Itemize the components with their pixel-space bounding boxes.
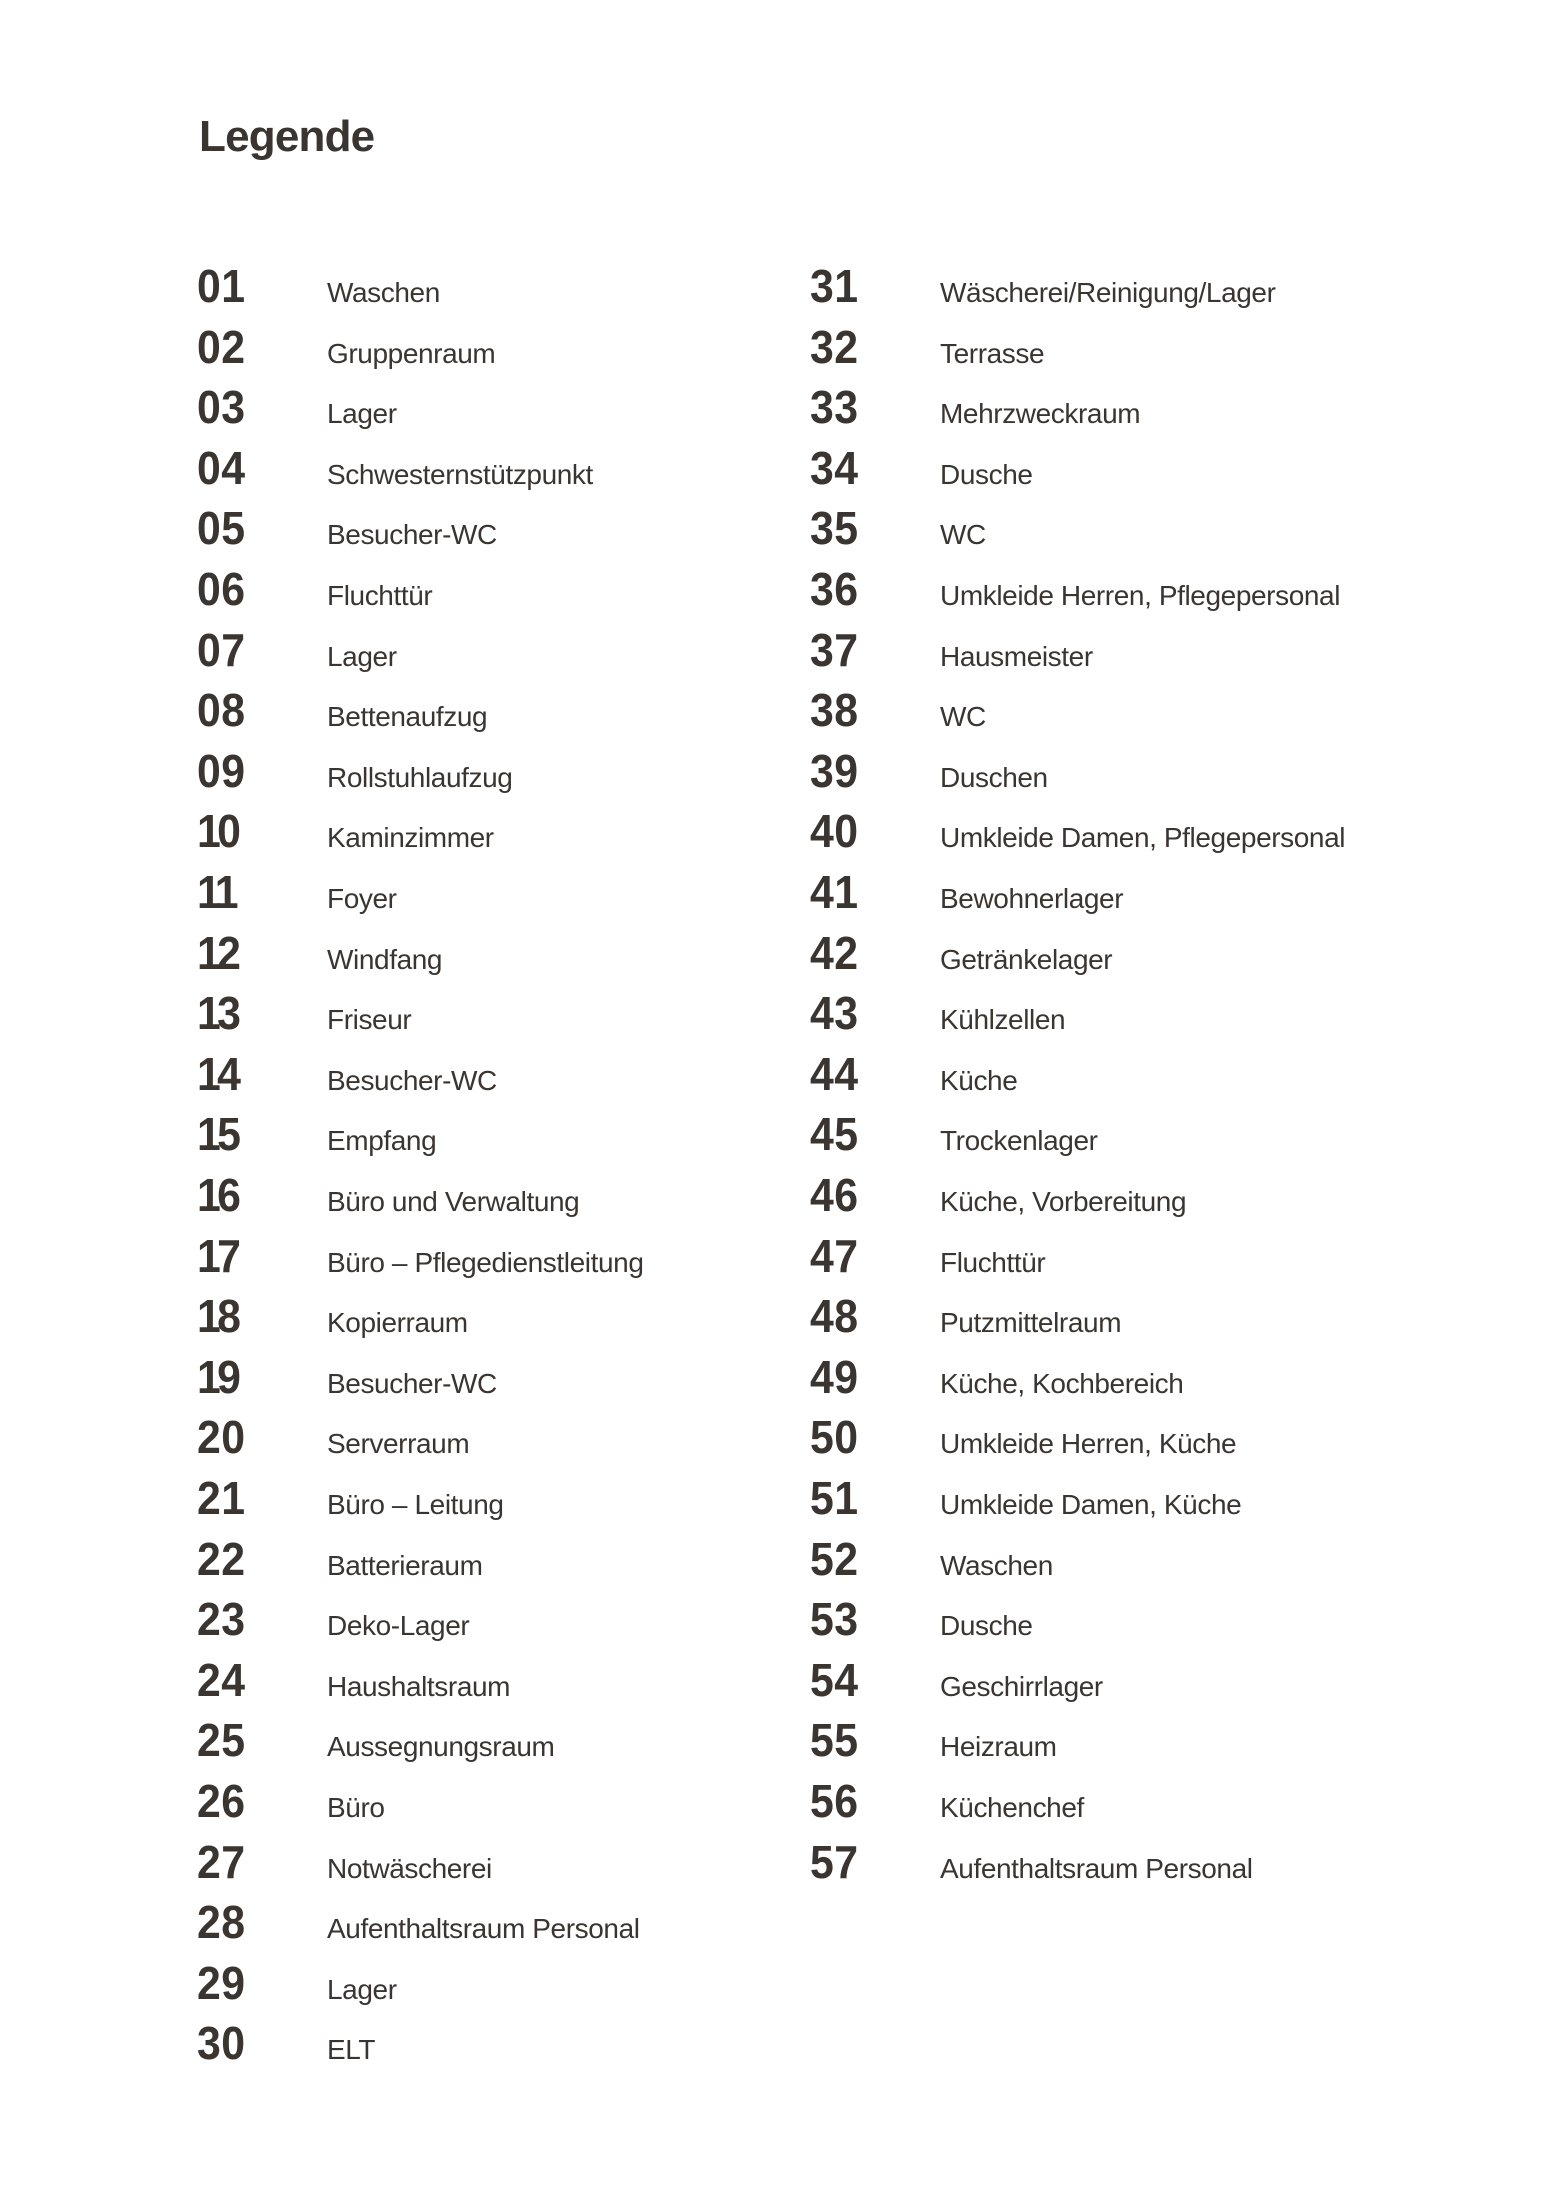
legend-number: 29 xyxy=(197,1956,246,2009)
legend-label: Aussegnungsraum xyxy=(327,1731,555,1763)
legend-number: 54 xyxy=(810,1653,859,1706)
legend-label: Küchenchef xyxy=(940,1792,1084,1823)
legend-number: 57 xyxy=(810,1835,859,1888)
legend-number: 51 xyxy=(810,1472,859,1524)
legend-label: ELT xyxy=(327,2034,376,2066)
legend-number: 17 xyxy=(197,1229,238,1282)
legend-label: Bewohnerlager xyxy=(940,883,1124,914)
legend-label: Büro – Leitung xyxy=(327,1489,504,1520)
legend-item xyxy=(197,2006,897,2070)
legend-number: 45 xyxy=(810,1108,859,1161)
legend-label: Büro – Pflegedienstleitung xyxy=(327,1246,644,1278)
legend-label: Kopierraum xyxy=(327,1307,468,1339)
legend-number: 28 xyxy=(197,1896,246,1949)
legend-label: Lager xyxy=(327,1973,397,2005)
legend-number: 41 xyxy=(810,866,859,918)
legend-label: Friseur xyxy=(327,1004,412,1036)
page-title: Legende xyxy=(199,112,375,161)
legend-number: 24 xyxy=(197,1653,246,1706)
legend-item xyxy=(197,1885,897,1949)
legend-label: Duschen xyxy=(940,761,1048,793)
legend-label: Besucher-WC xyxy=(327,1367,497,1399)
legend-number: 52 xyxy=(810,1532,859,1585)
legend-item xyxy=(197,976,897,1040)
legend-number: 49 xyxy=(810,1350,859,1403)
legend-item xyxy=(197,1643,897,1706)
legend-item xyxy=(810,1037,1510,1100)
legend-item xyxy=(810,1400,1510,1464)
legend-number: 44 xyxy=(810,1047,859,1100)
legend-item xyxy=(197,1037,897,1100)
legend-item xyxy=(810,370,1510,434)
legend-item xyxy=(810,1340,1510,1403)
legend-number: 55 xyxy=(810,1714,859,1767)
legend-item xyxy=(810,310,1510,373)
legend-label: Hausmeister xyxy=(940,640,1093,672)
legend-number: 02 xyxy=(197,320,246,373)
legend-item xyxy=(810,1582,1510,1646)
legend-number: 39 xyxy=(810,744,859,797)
legend-label: Aufenthaltsraum Personal xyxy=(940,1852,1253,1884)
legend-number: 47 xyxy=(810,1229,859,1282)
legend-label: Umkleide Herren, Küche xyxy=(940,1428,1237,1460)
legend-label: Empfang xyxy=(327,1125,437,1157)
legend-item xyxy=(810,1158,1510,1221)
legend-label: Umkleide Damen, Küche xyxy=(940,1489,1242,1520)
legend-label: Umkleide Damen, Pflegepersonal xyxy=(940,822,1346,854)
legend-item xyxy=(197,1461,897,1524)
legend-number: 50 xyxy=(810,1411,859,1464)
legend-label: Wäscherei/Reinigung/Lager xyxy=(940,277,1276,308)
legend-number: 01 xyxy=(197,260,246,312)
legend-label: Deko-Lager xyxy=(327,1610,470,1642)
legend-label: Umkleide Herren, Pflegepersonal xyxy=(940,580,1341,611)
legend-number: 10 xyxy=(197,805,238,858)
legend-item xyxy=(197,1158,897,1221)
legend-label: Batterieraum xyxy=(327,1549,483,1581)
legend-item xyxy=(810,613,1510,676)
legend-number: 06 xyxy=(197,563,246,615)
legend-label: Getränkelager xyxy=(940,943,1113,975)
legend-item xyxy=(197,1825,897,1888)
legend-label: Aufenthaltsraum Personal xyxy=(327,1913,640,1945)
legend-label: Notwäscherei xyxy=(327,1852,492,1884)
legend-number: 33 xyxy=(810,381,859,434)
legend-item xyxy=(810,1097,1510,1161)
legend-label: Küche xyxy=(940,1064,1018,1096)
legend-item xyxy=(810,1461,1510,1524)
legend-label: WC xyxy=(940,701,986,733)
legend-item xyxy=(197,916,897,979)
legend-number: 30 xyxy=(197,2017,246,2070)
legend-item xyxy=(810,1825,1510,1888)
legend-label: Kaminzimmer xyxy=(327,822,494,854)
legend-number: 35 xyxy=(810,502,859,555)
legend-item xyxy=(810,249,1510,312)
legend-label: Besucher-WC xyxy=(327,1064,497,1096)
legend-number: 37 xyxy=(810,623,859,676)
legend-item xyxy=(810,734,1510,797)
legend-number: 09 xyxy=(197,744,246,797)
legend-label: Küche, Vorbereitung xyxy=(940,1186,1187,1217)
legend-item xyxy=(810,794,1510,858)
legend-number: 46 xyxy=(810,1169,859,1221)
legend-label: Besucher-WC xyxy=(327,519,497,551)
legend-number: 27 xyxy=(197,1835,246,1888)
legend-number: 15 xyxy=(197,1108,238,1161)
legend-label: Bettenaufzug xyxy=(327,701,488,733)
legend-label: Lager xyxy=(327,640,397,672)
legend-number: 03 xyxy=(197,381,246,434)
legend-item xyxy=(197,1279,897,1343)
legend-label: Rollstuhlaufzug xyxy=(327,761,513,793)
legend-number: 53 xyxy=(810,1593,859,1646)
legend-item xyxy=(810,673,1510,737)
legend-item xyxy=(810,1522,1510,1585)
legend-item xyxy=(197,1522,897,1585)
legend-item xyxy=(197,1764,897,1827)
legend-item xyxy=(197,370,897,434)
legend-number: 32 xyxy=(810,320,859,373)
legend-label: Büro und Verwaltung xyxy=(327,1186,580,1217)
legend-label: Windfang xyxy=(327,943,443,975)
legend-number: 38 xyxy=(810,684,859,737)
legend-label: Waschen xyxy=(327,277,440,308)
legend-label: Terrasse xyxy=(940,337,1045,369)
legend-label: Heizraum xyxy=(940,1731,1057,1763)
legend-number: 31 xyxy=(810,260,859,312)
legend-number: 14 xyxy=(197,1047,238,1100)
legend-number: 36 xyxy=(810,563,859,615)
legend-item xyxy=(197,310,897,373)
legend-label: Lager xyxy=(327,398,397,430)
legend-item xyxy=(810,491,1510,555)
legend-label: Trockenlager xyxy=(940,1125,1098,1157)
legend-item xyxy=(810,1219,1510,1282)
legend-number: 34 xyxy=(810,441,859,494)
legend-item xyxy=(810,552,1510,615)
legend-label: Dusche xyxy=(940,458,1033,490)
legend-item xyxy=(197,249,897,312)
legend-item xyxy=(197,1400,897,1464)
legend-item xyxy=(197,1703,897,1767)
legend-label: Schwesternstützpunkt xyxy=(327,458,593,490)
legend-item xyxy=(197,855,897,918)
legend-label: Küche, Kochbereich xyxy=(940,1367,1184,1399)
legend-number: 08 xyxy=(197,684,246,737)
legend-item xyxy=(810,1279,1510,1343)
legend-number: 25 xyxy=(197,1714,246,1767)
legend-item xyxy=(810,1703,1510,1767)
legend-number: 19 xyxy=(197,1350,238,1403)
legend-number: 22 xyxy=(197,1532,246,1585)
legend-item xyxy=(197,1582,897,1646)
legend-label: WC xyxy=(940,519,986,551)
legend-number: 13 xyxy=(197,987,238,1040)
legend-number: 16 xyxy=(197,1169,238,1221)
legend-item xyxy=(197,1946,897,2009)
legend-item xyxy=(197,794,897,858)
legend-label: Fluchttür xyxy=(327,580,433,611)
legend-item xyxy=(810,916,1510,979)
legend-label: Kühlzellen xyxy=(940,1004,1066,1036)
legend-number: 42 xyxy=(810,926,859,979)
legend-item xyxy=(810,976,1510,1040)
legend-label: Serverraum xyxy=(327,1428,470,1460)
legend-label: Waschen xyxy=(940,1549,1053,1581)
legend-number: 23 xyxy=(197,1593,246,1646)
legend-number: 26 xyxy=(197,1775,246,1827)
legend-item xyxy=(197,734,897,797)
legend-label: Büro xyxy=(327,1792,385,1823)
legend-item xyxy=(197,1219,897,1282)
legend-number: 56 xyxy=(810,1775,859,1827)
legend-number: 05 xyxy=(197,502,246,555)
legend-number: 40 xyxy=(810,805,859,858)
legend-item xyxy=(810,855,1510,918)
legend-item xyxy=(197,1340,897,1403)
legend-number: 43 xyxy=(810,987,859,1040)
legend-item xyxy=(197,673,897,737)
legend-number: 04 xyxy=(197,441,246,494)
legend-item xyxy=(197,613,897,676)
legend-number: 18 xyxy=(197,1290,238,1343)
legend-item xyxy=(197,491,897,555)
legend-number: 11 xyxy=(197,866,235,918)
legend-label: Haushaltsraum xyxy=(327,1670,511,1702)
legend-item xyxy=(810,431,1510,494)
legend-number: 20 xyxy=(197,1411,246,1464)
legend-number: 21 xyxy=(197,1472,246,1524)
legend-item xyxy=(197,431,897,494)
legend-label: Putzmittelraum xyxy=(940,1307,1122,1339)
legend-label: Gruppenraum xyxy=(327,337,496,369)
legend-label: Foyer xyxy=(327,883,397,914)
legend-number: 48 xyxy=(810,1290,859,1343)
legend-item xyxy=(197,552,897,615)
legend-label: Mehrzweckraum xyxy=(940,398,1141,430)
legend-label: Geschirrlager xyxy=(940,1670,1103,1702)
legend-label: Fluchttür xyxy=(940,1246,1046,1278)
legend-item xyxy=(197,1097,897,1161)
legend-number: 12 xyxy=(197,926,238,979)
legend-item xyxy=(810,1764,1510,1827)
legend-item xyxy=(810,1643,1510,1706)
legend-number: 07 xyxy=(197,623,246,676)
legend-label: Dusche xyxy=(940,1610,1033,1642)
